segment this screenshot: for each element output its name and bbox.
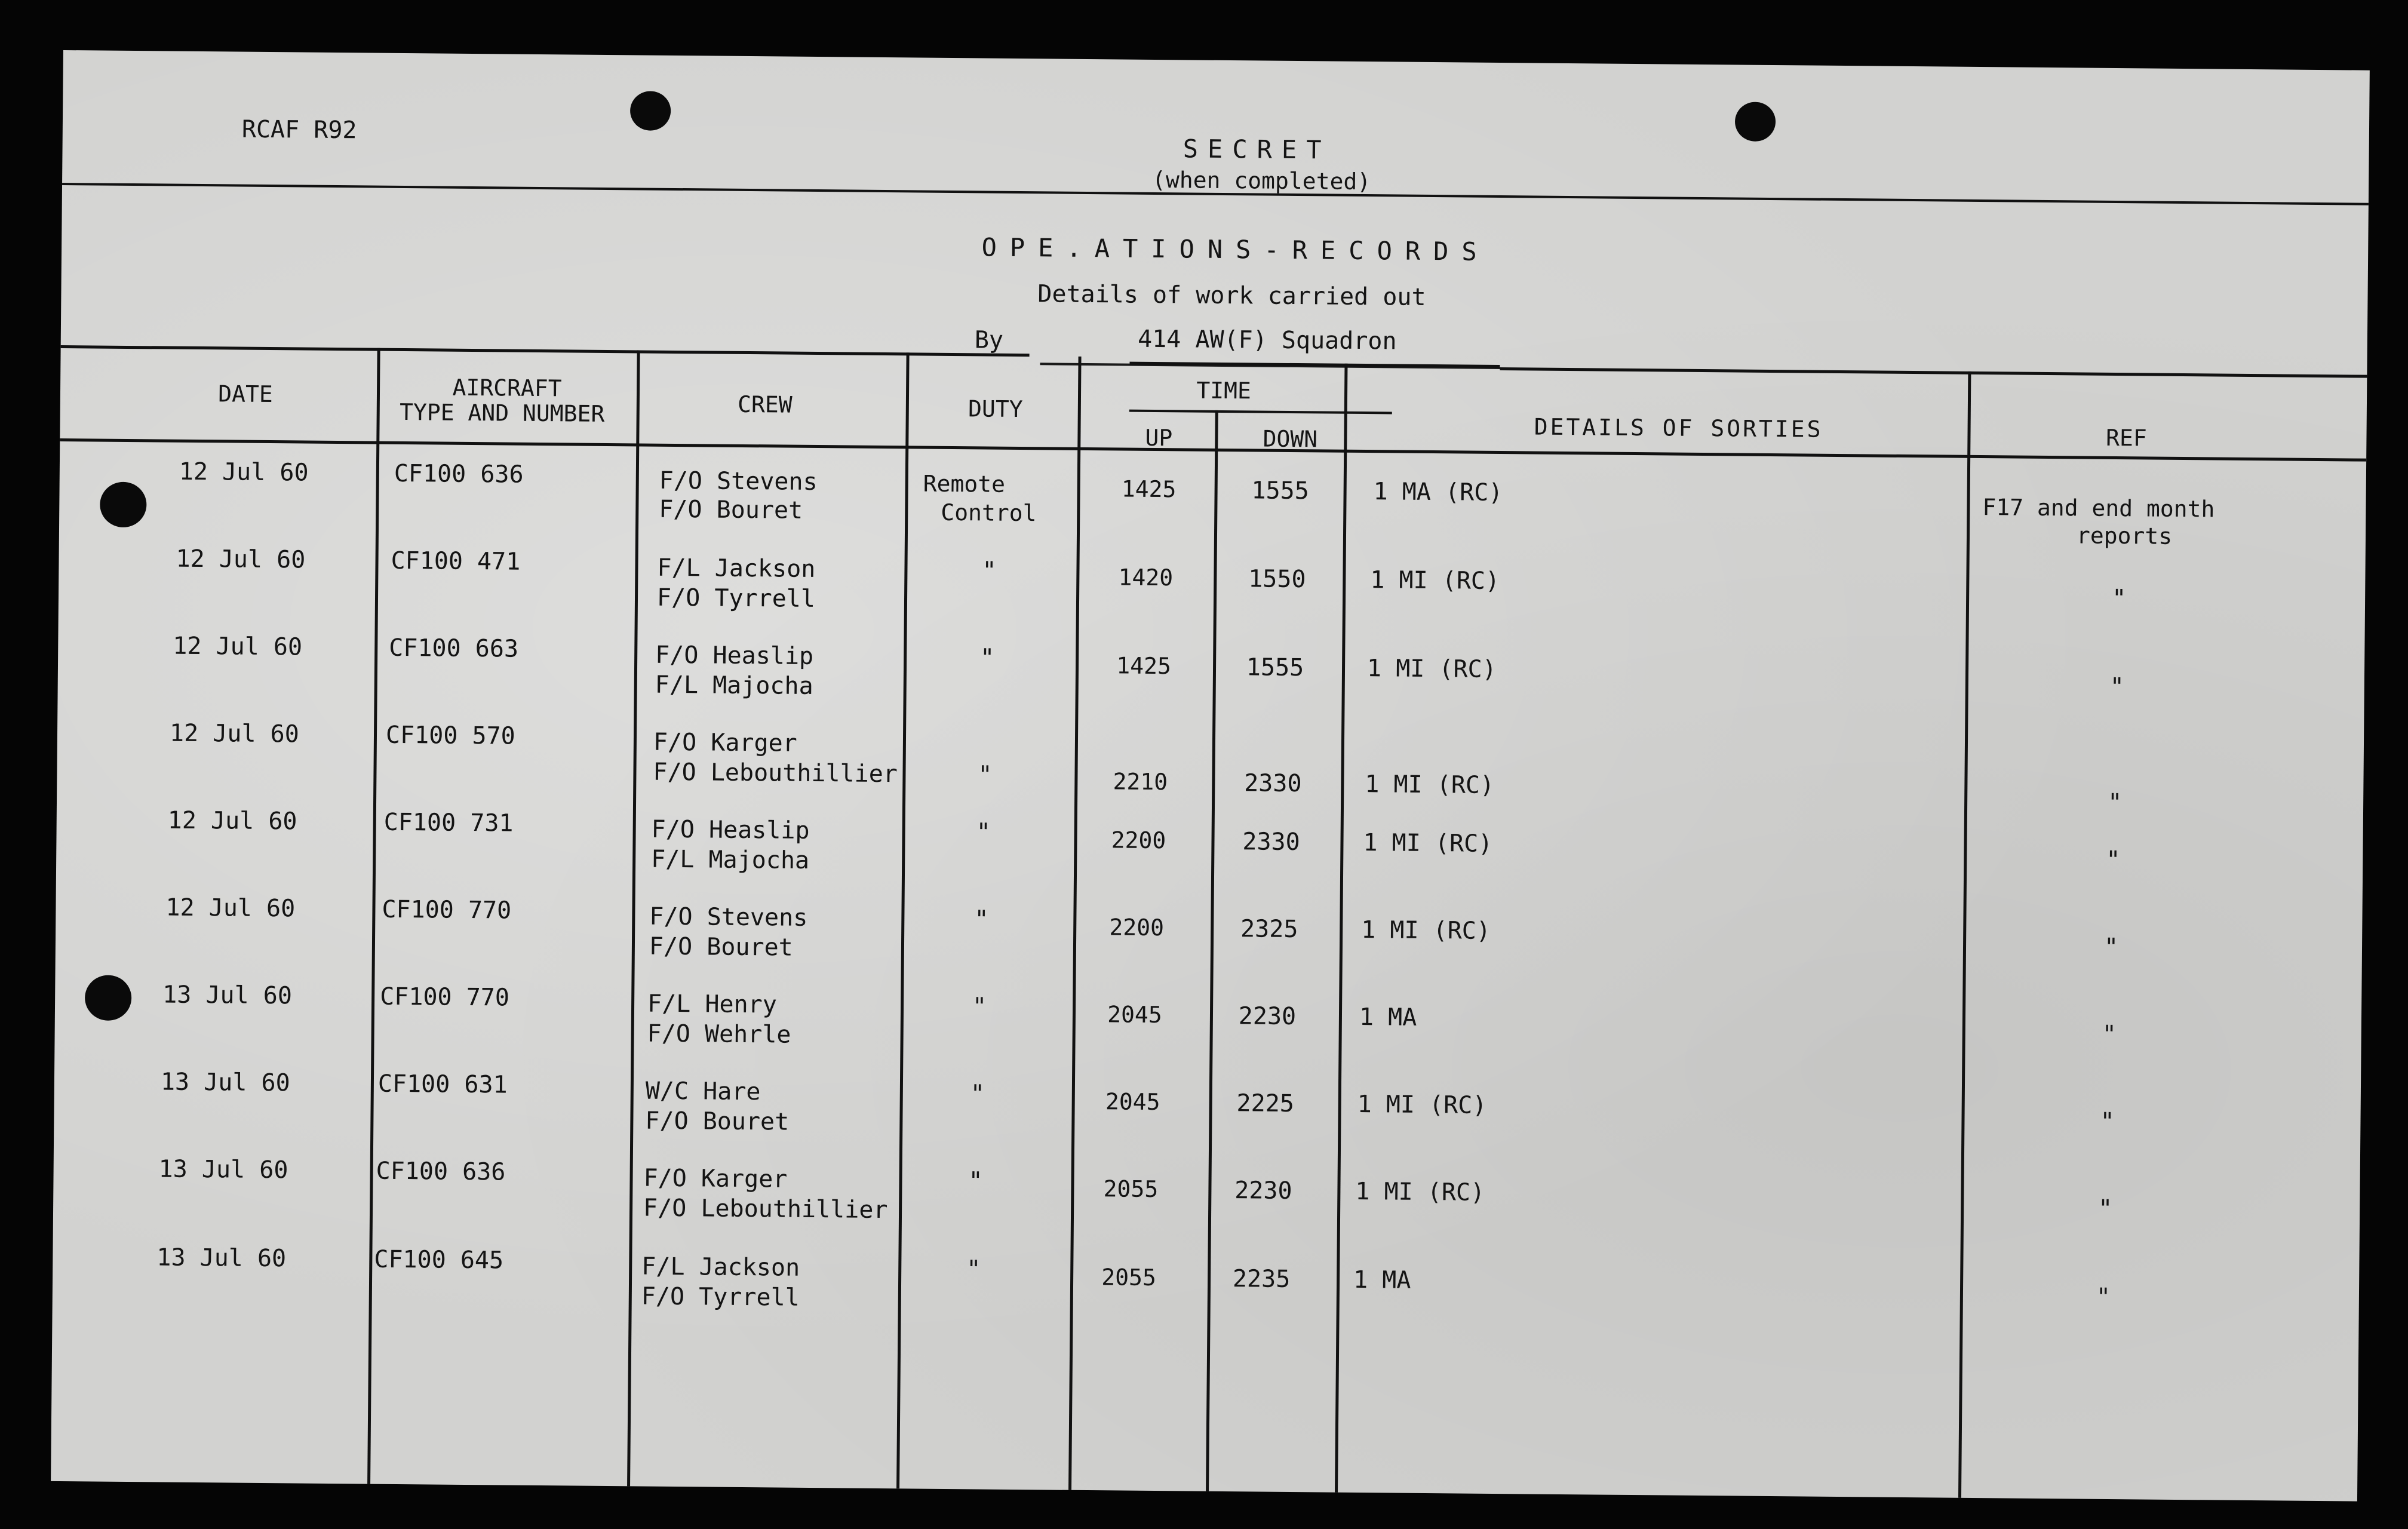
row9-crew-line2: F/O Lebouthillier [643, 1194, 888, 1224]
row6-aircraft: CF100 770 [382, 895, 512, 925]
row7-duty: " [972, 993, 987, 1021]
row3-duty: " [979, 644, 995, 672]
row1-details: 1 MA (RC) [1373, 478, 1503, 507]
row1-duty-line1: Remote [923, 470, 1006, 498]
row5-aircraft: CF100 731 [383, 808, 514, 837]
row7-details: 1 MA [1359, 1003, 1417, 1031]
row8-aircraft: CF100 631 [377, 1070, 508, 1099]
row2-details: 1 MI (RC) [1370, 566, 1500, 595]
row7-date: 13 Jul 60 [162, 981, 293, 1010]
row5-time-down: 2330 [1242, 828, 1300, 856]
row7-ref: " [2102, 1020, 2117, 1049]
row2-aircraft: CF100 471 [391, 546, 521, 576]
header-crew: CREW [737, 391, 793, 418]
header-duty: DUTY [968, 395, 1023, 423]
row7-time-down: 2230 [1238, 1002, 1297, 1031]
row2-ref: " [2111, 584, 2127, 613]
table-top-border-right [1500, 367, 2367, 378]
row3-details: 1 MI (RC) [1366, 655, 1497, 683]
row8-duty: " [970, 1080, 985, 1108]
row10-details: 1 MA [1353, 1266, 1411, 1294]
row3-date: 12 Jul 60 [173, 632, 303, 661]
row1-ref-line2: reports [2076, 522, 2173, 549]
row9-time-up: 2055 [1103, 1175, 1159, 1203]
header-ref: REF [2105, 424, 2147, 452]
row8-time-down: 2225 [1236, 1089, 1295, 1118]
row9-date: 13 Jul 60 [158, 1155, 288, 1184]
form-id: RCAF R92 [241, 115, 357, 145]
header-aircraft-line1: AIRCRAFT [452, 374, 562, 402]
row4-ref: " [2107, 788, 2123, 817]
row6-crew-line2: F/O Bouret [649, 932, 793, 962]
row8-ref: " [2100, 1107, 2115, 1136]
row2-duty: " [982, 557, 997, 585]
punch-hole-left-lower [85, 975, 132, 1021]
row7-aircraft: CF100 770 [379, 983, 510, 1012]
punch-hole-top-left [630, 91, 671, 131]
col-rule-date [367, 348, 380, 1484]
row1-date: 12 Jul 60 [179, 458, 309, 487]
row7-crew-line2: F/O Wehrle [647, 1020, 791, 1049]
row6-crew-line1: F/O Stevens [649, 902, 808, 932]
row3-aircraft: CF100 663 [389, 634, 519, 663]
col-rule-crew [896, 352, 910, 1488]
row5-time-up: 2200 [1111, 827, 1166, 854]
header-time: TIME [1196, 377, 1252, 404]
row8-details: 1 MI (RC) [1357, 1090, 1487, 1119]
row5-crew-line2: F/L Majocha [651, 845, 810, 874]
row6-date: 12 Jul 60 [165, 894, 296, 923]
row8-date: 13 Jul 60 [160, 1068, 290, 1097]
row10-aircraft: CF100 645 [374, 1245, 504, 1275]
row6-ref: " [2103, 933, 2119, 962]
header-up: UP [1145, 424, 1173, 452]
secret-mark: SECRET [1182, 134, 1331, 165]
row8-crew-line1: W/C Hare [645, 1077, 761, 1106]
table-top-border [61, 345, 1030, 357]
header-down: DOWN [1263, 425, 1318, 453]
header-date: DATE [218, 380, 273, 408]
row10-crew-line2: F/O Tyrrell [641, 1282, 800, 1312]
row3-crew-line1: F/O Heaslip [655, 641, 814, 670]
row10-time-down: 2235 [1232, 1265, 1291, 1294]
row5-crew-line1: F/O Heaslip [651, 815, 810, 845]
row1-time-up: 1425 [1121, 475, 1177, 503]
row4-duty: " [978, 761, 993, 789]
row8-time-up: 2045 [1105, 1088, 1160, 1116]
row9-duty: " [968, 1167, 983, 1195]
row2-time-up: 1420 [1118, 564, 1174, 591]
row9-details: 1 MI (RC) [1355, 1177, 1485, 1206]
row5-ref: " [2106, 846, 2121, 874]
time-split-border [1129, 410, 1392, 415]
row1-aircraft: CF100 636 [394, 459, 524, 489]
row10-crew-line1: F/L Jackson [641, 1252, 800, 1282]
row3-time-down: 1555 [1246, 653, 1304, 682]
row3-time-up: 1425 [1116, 652, 1172, 680]
col-rule-aircraft [627, 350, 640, 1486]
row1-ref-line1: F17 and end month [1982, 494, 2215, 523]
row6-time-up: 2200 [1109, 914, 1165, 941]
punch-hole-top-right [1735, 102, 1776, 142]
record-sheet [51, 50, 2370, 1502]
header-details: DETAILS OF SORTIES [1534, 413, 1823, 443]
row5-date: 12 Jul 60 [167, 806, 297, 836]
row7-crew-line1: F/L Henry [647, 990, 778, 1019]
row2-date: 12 Jul 60 [176, 545, 306, 574]
row7-time-up: 2045 [1107, 1001, 1162, 1028]
row4-crew-line1: F/O Karger [653, 728, 797, 757]
row2-crew-line2: F/O Tyrrell [656, 584, 816, 613]
form-subtitle: Details of work carried out [1037, 280, 1426, 311]
row9-crew-line1: F/O Karger [643, 1164, 788, 1193]
row6-details: 1 MI (RC) [1361, 916, 1491, 945]
row9-aircraft: CF100 636 [376, 1157, 506, 1186]
when-completed: (when completed) [1151, 166, 1371, 195]
row10-time-up: 2055 [1101, 1264, 1157, 1291]
by-label: By [974, 326, 1004, 354]
row10-duty: " [966, 1255, 981, 1284]
row10-ref: " [2096, 1283, 2111, 1311]
form-title: OPE.ATIONS-RECORDS [981, 232, 1490, 266]
header-aircraft-line2: TYPE AND NUMBER [399, 398, 605, 427]
row10-date: 13 Jul 60 [156, 1244, 287, 1273]
row3-ref: " [2109, 673, 2125, 701]
row1-time-down: 1555 [1251, 477, 1310, 505]
row1-crew-line1: F/O Stevens [659, 466, 818, 496]
header-bottom-border [60, 438, 2366, 462]
row5-duty: " [976, 818, 991, 846]
row2-crew-line1: F/L Jackson [657, 554, 816, 584]
col-rule-details [1958, 371, 1971, 1498]
row1-crew-line2: F/O Bouret [659, 495, 803, 524]
row1-duty-line2: Control [941, 499, 1037, 527]
col-rule-down [1335, 364, 1347, 1493]
col-rule-duty [1068, 357, 1082, 1490]
row4-time-up: 2210 [1113, 768, 1168, 796]
row6-time-down: 2325 [1240, 915, 1298, 944]
unit-name: 414 AW(F) Squadron [1137, 325, 1397, 355]
row4-aircraft: CF100 570 [385, 721, 515, 750]
col-rule-up [1206, 410, 1218, 1491]
row5-details: 1 MI (RC) [1363, 829, 1493, 858]
row4-date: 12 Jul 60 [169, 719, 299, 748]
row9-time-down: 2230 [1234, 1177, 1292, 1205]
row2-time-down: 1550 [1248, 565, 1306, 594]
row9-ref: " [2097, 1195, 2113, 1223]
row4-details: 1 MI (RC) [1365, 770, 1495, 799]
row4-time-down: 2330 [1244, 769, 1302, 798]
row8-crew-line2: F/O Bouret [645, 1107, 790, 1136]
punch-hole-left-upper [100, 482, 147, 528]
row3-crew-line2: F/L Majocha [655, 671, 813, 700]
row6-duty: " [974, 905, 989, 934]
row4-crew-line2: F/O Lebouthillier [653, 758, 898, 788]
